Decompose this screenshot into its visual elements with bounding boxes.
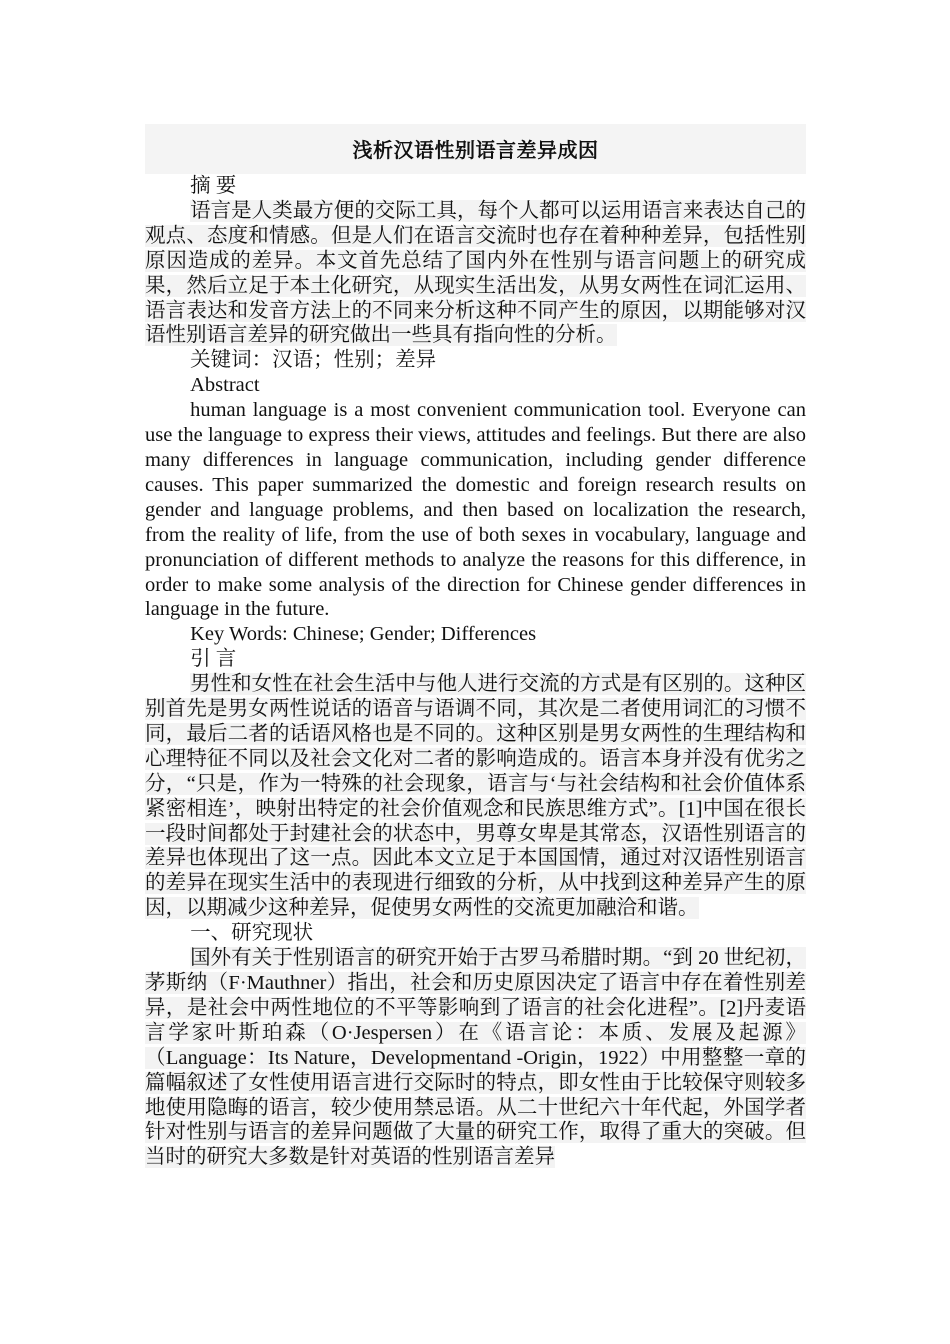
abstract-cn-text: 语言是人类最方便的交际工具，每个人都可以运用语言来表达自己的观点、态度和情感。但是人们在语言交流时也存在着种种差异，包括性别原因造成的差异。本文首先总结了国内外在性别与语言问题上的研究成果，然后立足于本土化研究，从现实生活出发，从男女两性在词汇运用、语言表达和发音方法上的不同来分析这种不同产生的原因，以期能够对汉语性别语言差异的研究做出一些具有指向性的分析。 (145, 199, 806, 347)
keywords-cn-text: 关键词：汉语；性别；差异 (190, 349, 437, 372)
abstract-en-body: human language is a most convenient communication tool. Everyone can use the language to express their views, attitudes and feelings. But there are also many differences in language communication, including gender difference causes. This paper summarized the domestic and foreign research results on gender and language problems, and then based on localization the research, from the reality of life, from the use of both sexes in vocabulary, language and pronunciation of different methods to analyze the reasons for this difference, in order to make some analysis of the direction for Chinese gender differences in language in the future. (145, 399, 806, 621)
section1-body (145, 946, 806, 1170)
introduction-heading: 引 言 (190, 648, 237, 671)
introduction-text: 男性和女性在社会生活中与他人进行交流的方式是有区别的。这种区别首先是男女两性说话的语音与语调不同，其次是二者使用词汇的习惯不同，最后二者的话语风格也是不同的。这种区别是男女两性的生理结构和心理特征不同以及社会文化对二者的影响造成的。语言本身并没有优劣之分，“只是，作为一特殊的社会现象，语言与‘与社会结构和社会价值体系紧密相连’，映射出特定的社会价值观念和民族思维方式”。[1]中国在很长一段时间都处于封建社会的状态中，男尊女卑是其常态，汉语性别语言的差异也体现出了这一点。因此本文立足于本国国情，通过对汉语性别语言的差异在现实生活中的表现进行细致的分析，从中找到这种差异产生的原因，以期减少这种差异，促使男女两性的交流更加融洽和谐。 (145, 673, 806, 920)
abstract-cn-keywords (145, 348, 806, 373)
abstract-en-keywords: Key Words: Chinese; Gender; Differences (190, 623, 537, 646)
introduction-body (145, 672, 806, 921)
document-title: 浅析汉语性别语言差异成因 (145, 124, 806, 174)
abstract-en-heading: Abstract (190, 374, 260, 397)
abstract-cn-body (145, 199, 806, 348)
document-page (145, 124, 806, 1170)
abstract-cn-heading: 摘 要 (190, 175, 237, 197)
section1-text: 国外有关于性别语言的研究开始于古罗马希腊时期。“到 20 世纪初，茅斯纳（F·Mauthner）指出，社会和历史原因决定了语言中存在着性别差异，是社会中两性地位的不平等影响到了语言的社会化进程”。[2]丹麦语言学家叶斯珀森（O·Jespersen）在《语言论：本质、发展及起源》（Language：Its Nature，Developmentand -Origin，1922）中用整整一章的篇幅叙述了女性使用语言进行交际时的特点，即女性由于比较保守则较多地使用隐晦的语言，较少使用禁忌语。从二十世纪六十年代起，外国学者针对性别与语言的差异问题做了大量的研究工作，取得了重大的突破。但当时的研究大多数是针对英语的性别语言差异 (145, 947, 806, 1169)
section1-heading: 一、研究现状 (190, 922, 314, 945)
